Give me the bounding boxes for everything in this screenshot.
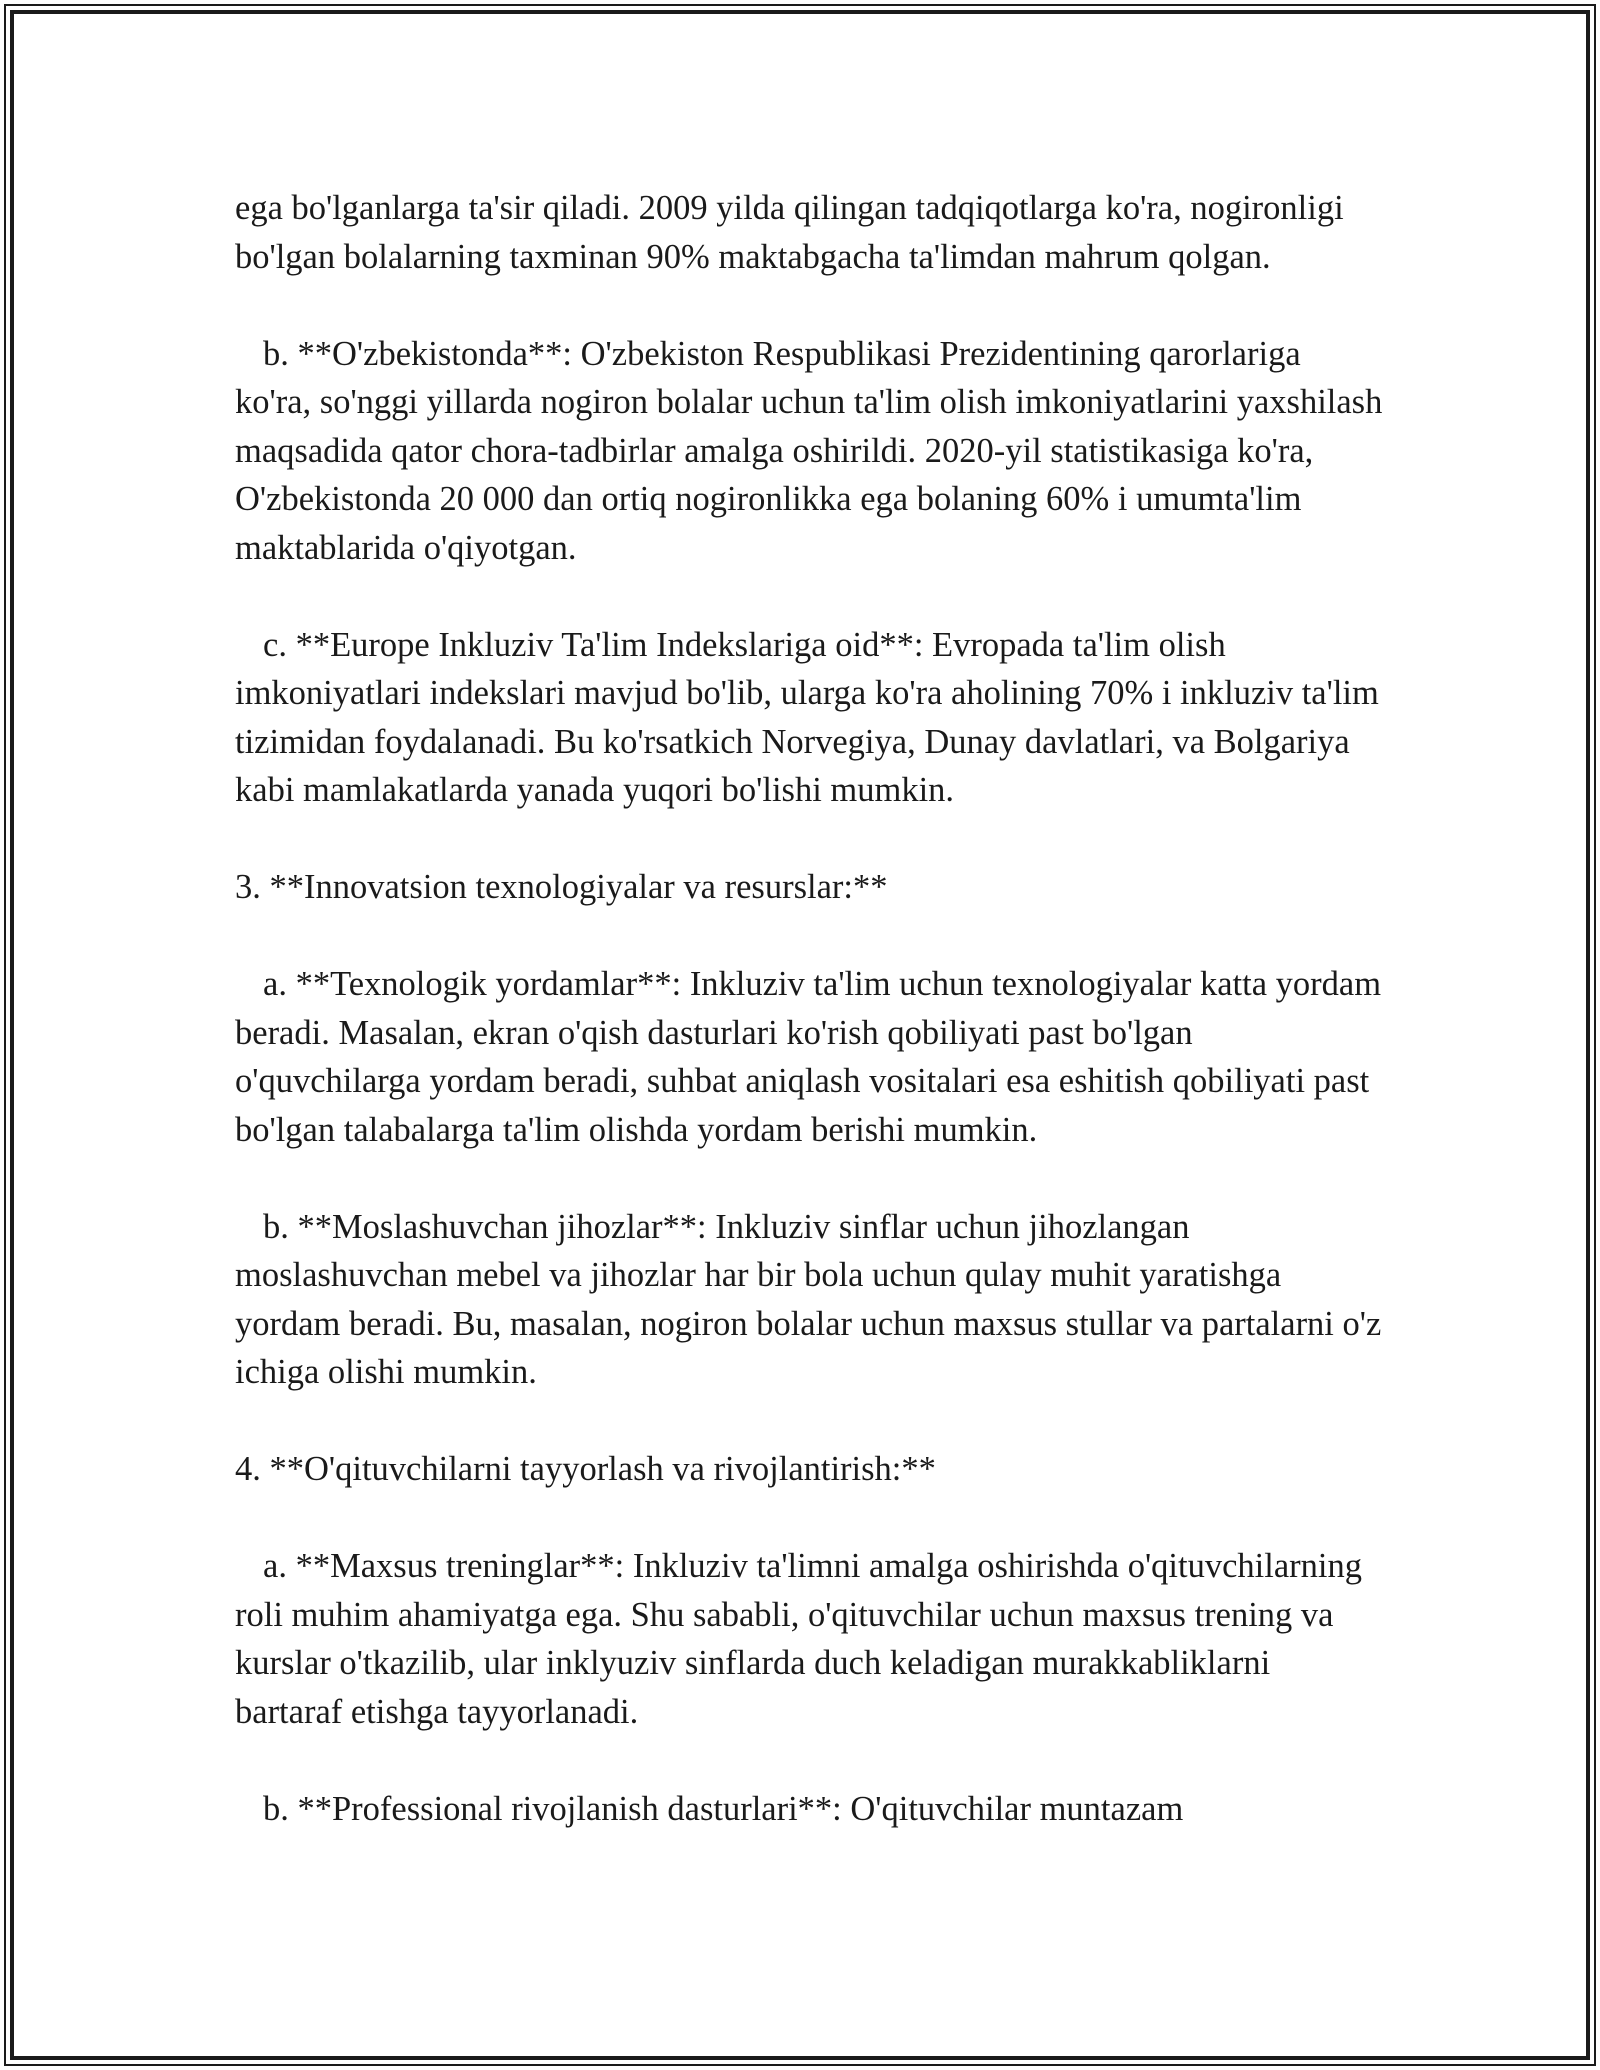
section-heading-innovative-technologies: 3. **Innovatsion texnologiyalar va resurslar:** xyxy=(235,868,888,906)
paragraph-professional-development: b. **Professional rivojlanish dasturlari**: O'qituvchilar muntazam xyxy=(263,1789,1184,1828)
section-heading-teacher-training: 4. **O'qituvchilarni tayyorlash va rivojlantirish:** xyxy=(235,1450,936,1488)
paragraph-adaptive-equipment: b. **Moslashuvchan jihozlar**: Inkluziv sinflar uchun jihozlangan moslashuvchan mebel va jihozlar har bir bola uchun qulay muhit yaratishga yordam beradi. Bu, masalan, nogiron bolalar uchun maxsus stullar va partalarni o'z ichiga olishi mumkin. xyxy=(235,1207,1390,1391)
paragraph-technological-aids: a. **Texnologik yordamlar**: Inkluziv ta'lim uchun texnologiyalar katta yordam beradi. Masalan, ekran o'qish dasturlari ko'rish qobiliyati past bo'lgan o'quvchilarga yordam beradi, suhbat aniqlash vositalari esa eshitish qobiliyati past bo'lgan talabalarga ta'lim olishda yordam berishi mumkin. xyxy=(235,965,1390,1149)
paragraph-uzbekistan: b. **O'zbekistonda**: O'zbekiston Respublikasi Prezidentining qarorlariga ko'ra, so'nggi yillarda nogiron bolalar uchun ta'lim olish imkoniyatlarini yaxshilash maqsadida qator chora-tadbirlar amalga oshirildi. 2020-yil statistikasiga ko'ra, O'zbekistonda 20 000 dan ortiq nogironlikka ega bolaning 60% i umumta'lim maktablarida o'qiyotgan. xyxy=(235,334,1391,567)
paragraph-continuation: ega bo'lganlarga ta'sir qiladi. 2009 yilda qilingan tadqiqotlarga ko'ra, nogironligi bo'lgan bolalarning taxminan 90% maktabgacha ta'limdan mahrum qolgan. xyxy=(235,189,1353,276)
document-body xyxy=(235,184,1391,1833)
paragraph-special-trainings: a. **Maxsus treninglar**: Inkluziv ta'limni amalga oshirishda o'qituvchilarning roli muhim ahamiyatga ega. Shu sababli, o'qituvchilar uchun maxsus trening va kurslar o'tkazilib, ular inklyuziv sinflarda duch keladigan murakkabliklarni bartaraf etishga tayyorlanadi. xyxy=(235,1547,1371,1731)
paragraph-europe-index: c. **Europe Inkluziv Ta'lim Indekslariga oid**: Evropada ta'lim olish imkoniyatlari indekslari mavjud bo'lib, ularga ko'ra aholining 70% i inkluziv ta'lim tizimidan foydalanadi. Bu ko'rsatkich Norvegiya, Dunay davlatlari, va Bolgariya kabi mamlakatlarda yanada yuqori bo'lishi mumkin. xyxy=(235,625,1388,809)
